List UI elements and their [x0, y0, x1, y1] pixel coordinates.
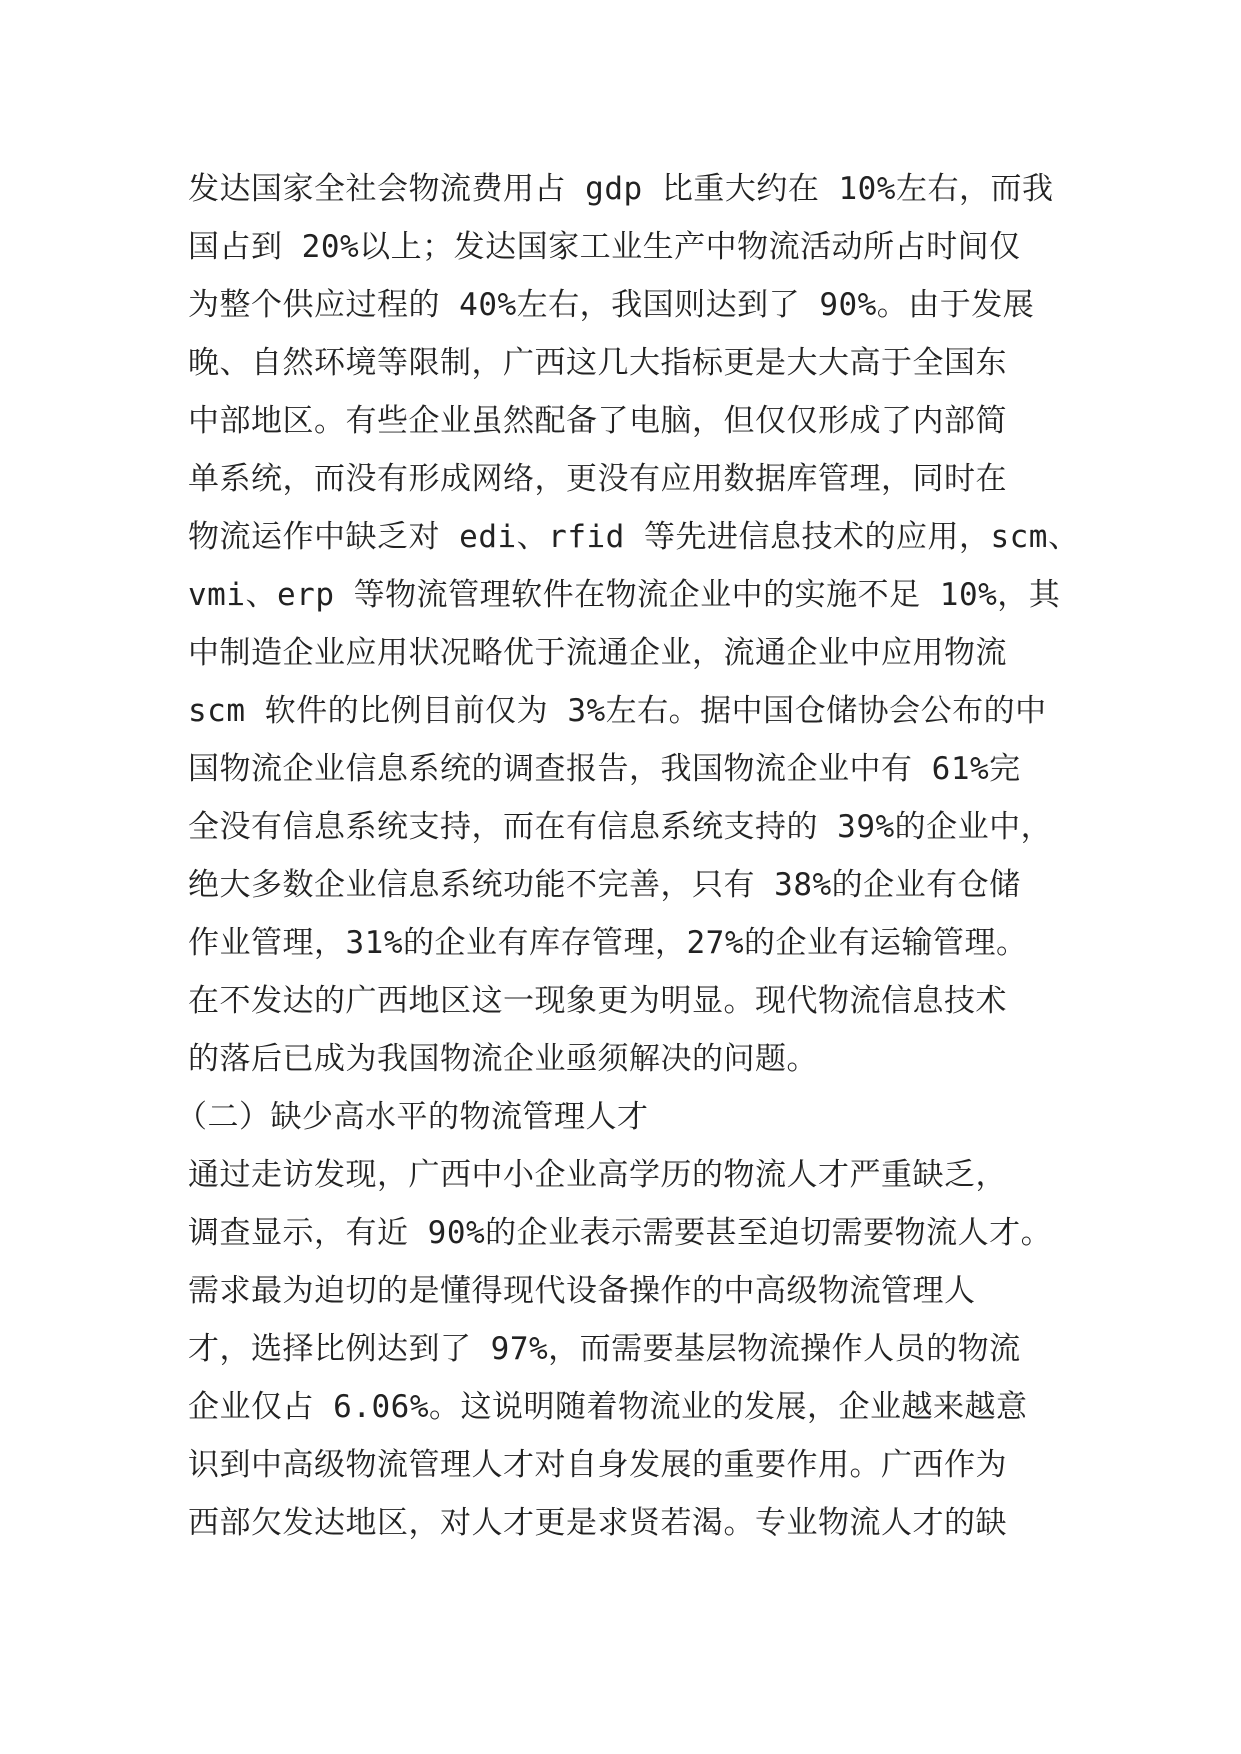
- text-line: 物流运作中缺乏对 edi、rfid 等先进信息技术的应用，scm、: [188, 519, 1080, 555]
- text-line: 需求最为迫切的是懂得现代设备操作的中高级物流管理人: [188, 1273, 976, 1309]
- text-line: 中制造企业应用状况略优于流通企业，流通企业中应用物流: [188, 635, 1007, 671]
- document-page: [176, 160, 1080, 1552]
- text-line: 作业管理，31%的企业有库存管理，27%的企业有运输管理。: [188, 925, 1028, 961]
- text-line: 发达国家全社会物流费用占 gdp 比重大约在 10%左右，而我: [188, 171, 1054, 207]
- text-line: 调查显示，有近 90%的企业表示需要甚至迫切需要物流人才。: [188, 1215, 1053, 1251]
- text-line: 单系统，而没有形成网络，更没有应用数据库管理，同时在: [188, 461, 1007, 497]
- text-line: 中部地区。有些企业虽然配备了电脑，但仅仅形成了内部简: [188, 403, 1007, 439]
- text-line: scm 软件的比例目前仅为 3%左右。据中国仓储协会公布的中: [188, 693, 1047, 729]
- text-line: 的落后已成为我国物流企业亟须解决的问题。: [188, 1041, 818, 1077]
- text-line: vmi、erp 等物流管理软件在物流企业中的实施不足 10%，其: [188, 577, 1061, 613]
- text-line: 为整个供应过程的 40%左右，我国则达到了 90%。由于发展: [188, 287, 1035, 323]
- paragraph-talent-shortage: [188, 1146, 1068, 1552]
- text-line: 识到中高级物流管理人才对自身发展的重要作用。广西作为: [188, 1447, 1007, 1483]
- section-heading: （二）缺少高水平的物流管理人才: [176, 1099, 649, 1135]
- text-line: 国物流企业信息系统的调查报告，我国物流企业中有 61%完: [188, 751, 1021, 787]
- text-line: 全没有信息系统支持，而在有信息系统支持的 39%的企业中，: [188, 809, 1053, 845]
- text-line: 在不发达的广西地区这一现象更为明显。现代物流信息技术: [188, 983, 1007, 1019]
- text-line: 绝大多数企业信息系统功能不完善，只有 38%的企业有仓储: [188, 867, 1021, 903]
- text-line: 才，选择比例达到了 97%，而需要基层物流操作人员的物流: [188, 1331, 1021, 1367]
- paragraph-logistics-info: [188, 160, 1080, 1088]
- text-line: 企业仅占 6.06%。这说明随着物流业的发展，企业越来越意: [188, 1389, 1028, 1425]
- text-line: 晚、自然环境等限制，广西这几大指标更是大大高于全国东: [188, 345, 1007, 381]
- text-line: 西部欠发达地区，对人才更是求贤若渴。专业物流人才的缺: [188, 1505, 1007, 1541]
- text-line: 国占到 20%以上；发达国家工业生产中物流活动所占时间仅: [188, 229, 1021, 265]
- text-line: 通过走访发现，广西中小企业高学历的物流人才严重缺乏，: [188, 1157, 1007, 1193]
